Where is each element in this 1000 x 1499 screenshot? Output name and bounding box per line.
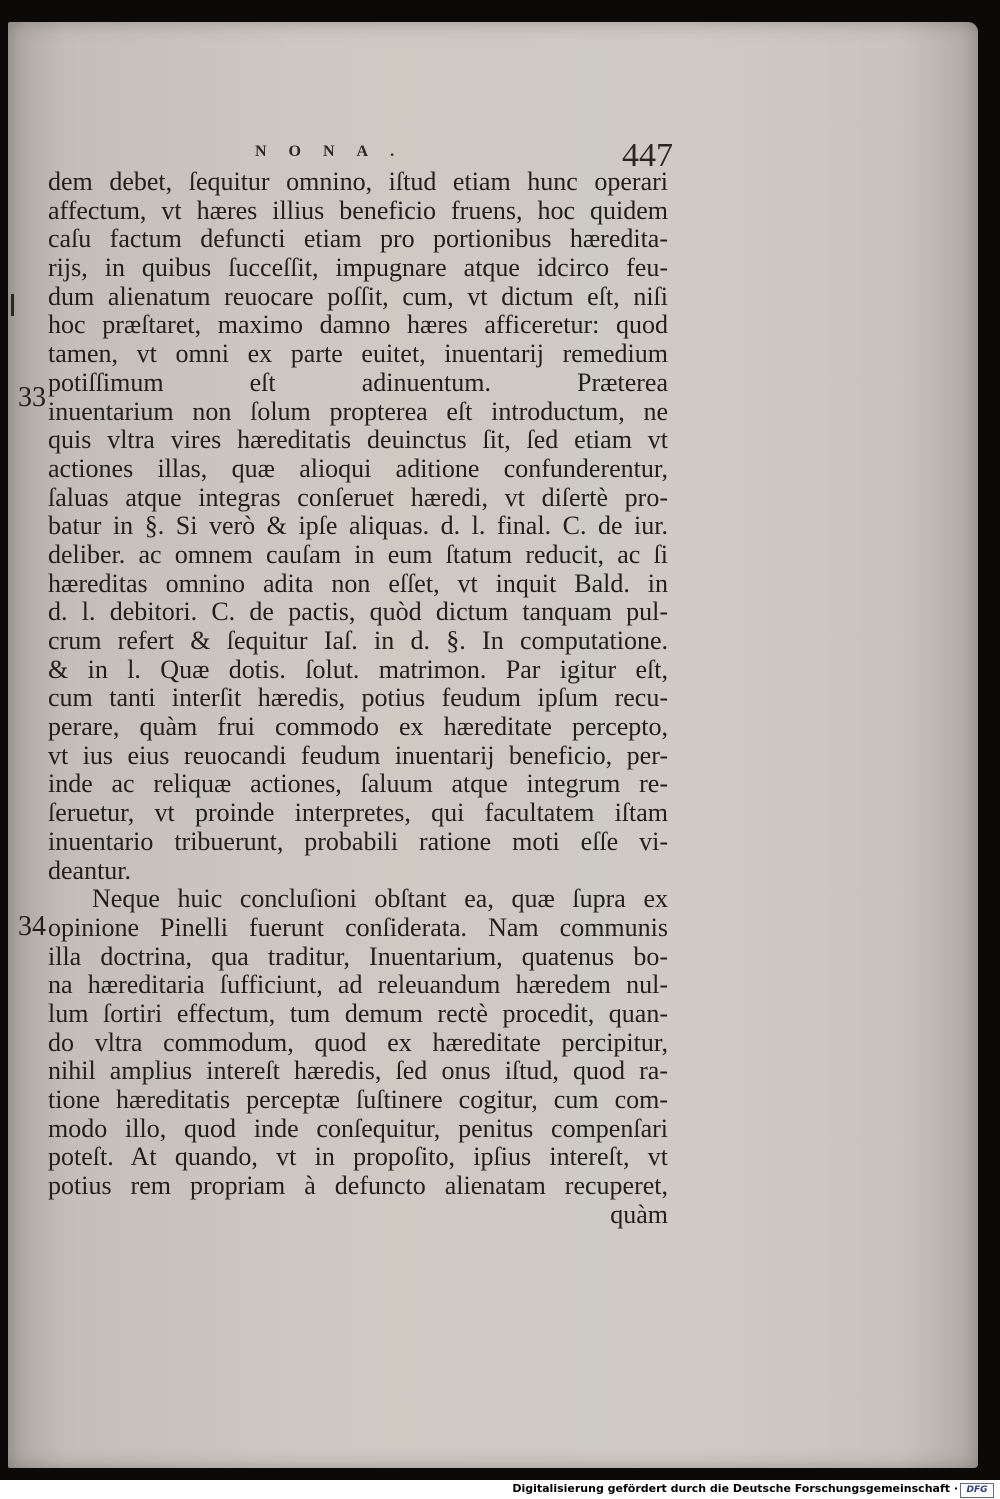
text-line: tione hæreditatis perceptæ ſuſtinere cogitur, cum com- <box>48 1085 668 1114</box>
text-line: modo illo, quod inde conſequitur, penitus compenſari <box>48 1113 668 1143</box>
running-head-title: NONA. <box>255 143 417 160</box>
text-line: potius rem propriam à defuncto alienatam recuperet, <box>48 1171 668 1201</box>
text-line: na hæreditaria ſufficiunt, ad releuandum hæredem nul- <box>48 970 668 1000</box>
text-line: ſeruetur, vt proinde interpretes, qui facultatem iſtam <box>48 798 668 828</box>
funding-notice: Digitalisierung gefördert durch die Deutsche Forschungsgemeinschaft · <box>512 1482 958 1495</box>
dfg-logo: DFG <box>960 1483 994 1498</box>
body-text <box>48 168 668 1229</box>
text-line: vt ius eius reuocandi feudum inuentarij beneficio, per- <box>48 740 668 770</box>
text-line: do vltra commodum, quod ex hæreditate percipitur, <box>48 1027 668 1057</box>
text-line: dem debet, ſequitur omnino, iſtud etiam hunc operari <box>48 167 668 196</box>
text-line: actiones illas, quæ alioqui aditione confunderentur, <box>48 453 668 483</box>
text-line: deantur. <box>48 855 132 885</box>
text-line: affectum, vt hæres illius beneficio fruens, hoc quidem <box>48 195 668 225</box>
catchword: quàm <box>610 1199 668 1229</box>
text-line: batur in §. Si verò & ipſe aliquas. d. l. final. C. de iur. <box>48 511 668 541</box>
text-line: deliber. ac omnem cauſam in eum ſtatum reducit, ac ſi <box>48 539 668 569</box>
text-line: nihil amplius intereſt hæredis, ſed onus iſtud, quod ra- <box>48 1056 668 1086</box>
text-line: hæreditas omnino adita non eſſet, vt inquit Bald. in <box>48 568 668 598</box>
text-line: poteſt. At quando, vt in propoſito, ipſius intereſt, vt <box>48 1142 668 1172</box>
text-line: caſu factum defuncti etiam pro portionibus hæredita- <box>48 224 668 254</box>
text-line: rijs, in quibus ſucceſſit, impugnare atque idcirco feu- <box>48 253 668 283</box>
text-line: potiſſimum eſt adinuentum. Præterea <box>48 367 668 397</box>
page-number: 447 <box>622 137 673 174</box>
text-line: ſaluas atque integras conſeruet hæredi, vt diſertè pro- <box>48 482 668 512</box>
text-line: illa doctrina, qua traditur, Inuentarium, quatenus bo- <box>48 941 668 971</box>
text-line: perare, quàm frui commodo ex hæreditate percepto, <box>48 712 668 742</box>
margin-number-34: 34 <box>18 911 46 942</box>
text-line: & in l. Quæ dotis. ſolut. matrimon. Par igitur eſt, <box>48 654 668 684</box>
text-line: cum tanti interſit hæredis, potius feudum ipſum recu- <box>48 683 668 713</box>
text-line: quis vltra vires hæreditatis deuinctus ſit, ſed etiam vt <box>48 425 668 455</box>
text-line: inde ac reliquæ actiones, ſaluum atque integrum re- <box>48 769 668 799</box>
text-line: dum alienatum reuocare poſſit, cum, vt dictum eſt, niſi <box>48 281 668 311</box>
text-line: d. l. debitori. C. de pactis, quòd dictum tanquam pul- <box>48 597 668 627</box>
text-line: opinione Pinelli fuerunt conſiderata. Nam communis <box>48 912 668 942</box>
text-line: lum ſortiri effectum, tum demum rectè procedit, quan- <box>48 998 668 1028</box>
text-line: crum refert & ſequitur Iaſ. in d. §. In computatione. <box>48 626 668 655</box>
text-line: inuentario tribuerunt, probabili ratione moti eſſe vi- <box>48 826 668 856</box>
margin-number-33: 33 <box>18 382 46 413</box>
text-line: inuentarium non ſolum propterea eſt introductum, ne <box>48 396 668 426</box>
text-line: Neque huic concluſioni obſtant ea, quæ ſupra ex <box>92 884 668 914</box>
footer-bar <box>0 1480 1000 1499</box>
text-line: hoc præſtaret, maximo damno hæres afficeretur: quod <box>48 310 668 340</box>
text-line: tamen, vt omni ex parte euitet, inuentarij remedium <box>48 339 668 369</box>
